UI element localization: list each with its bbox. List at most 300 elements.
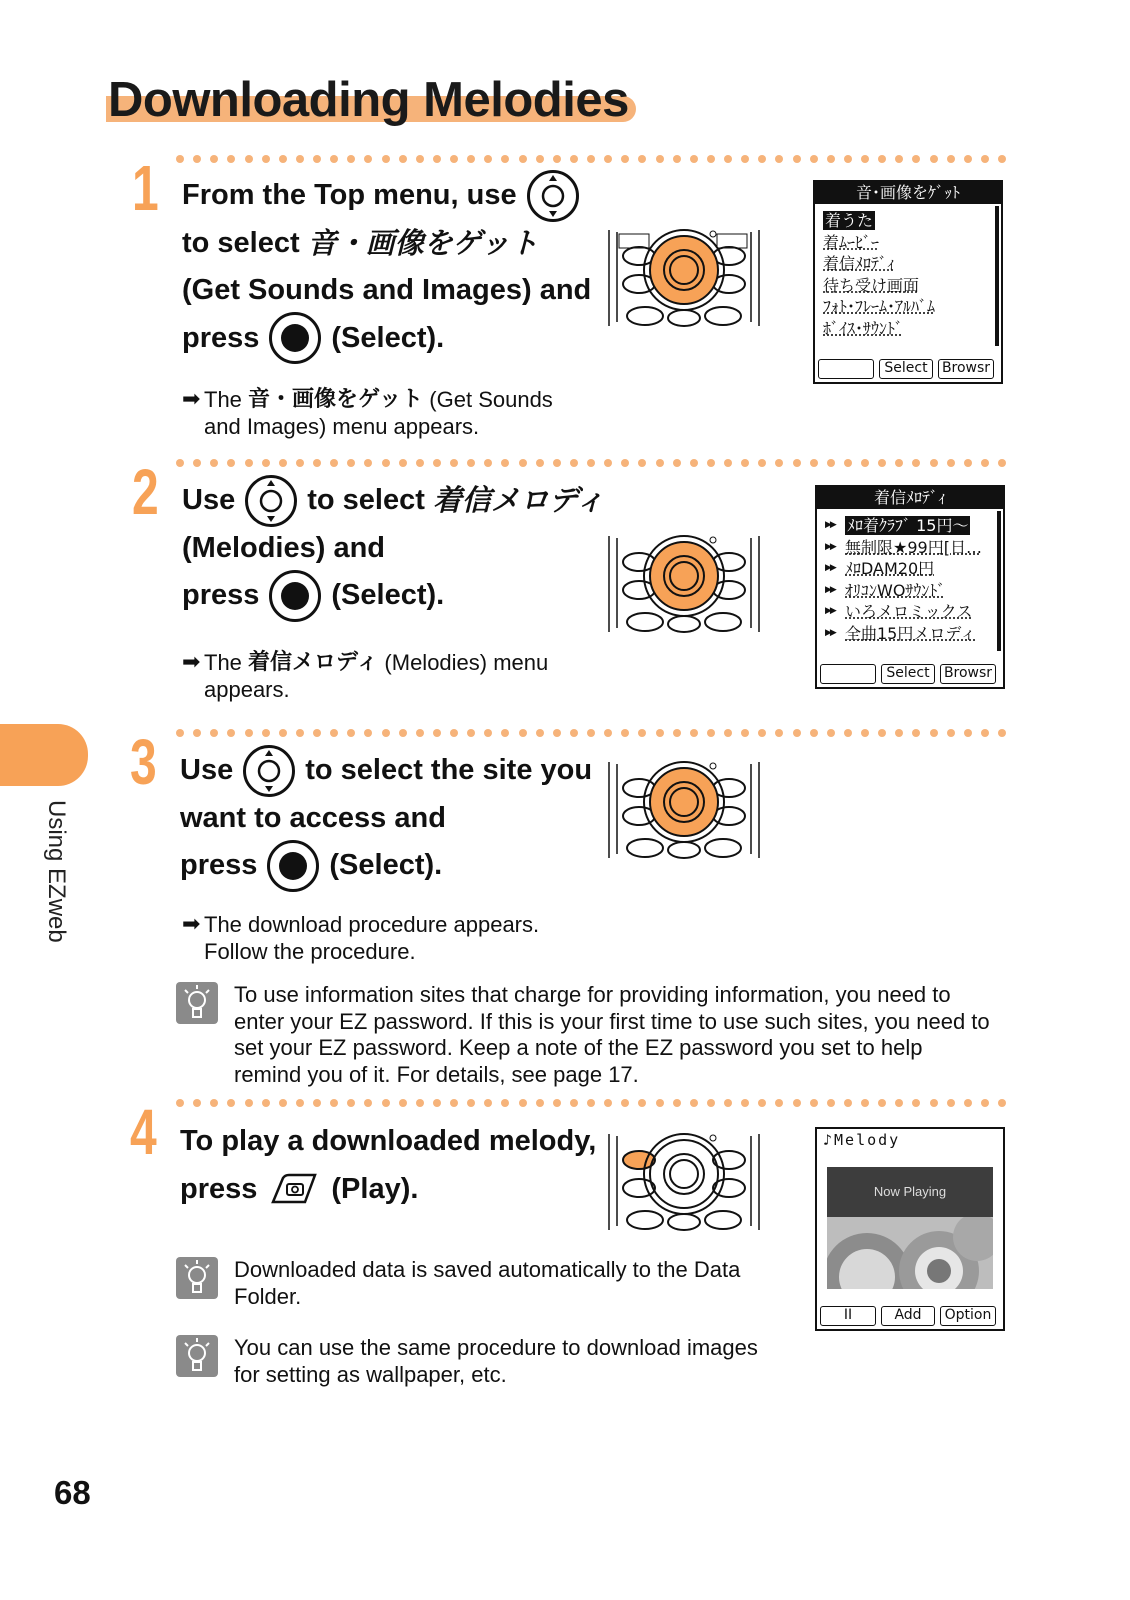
separator-dot xyxy=(484,1099,492,1107)
softkey-browser[interactable]: Browsr xyxy=(938,359,994,379)
separator-dot xyxy=(587,1099,595,1107)
separator-dot xyxy=(262,459,270,467)
separator-dot xyxy=(724,729,732,737)
step-1-text-e: (Select). xyxy=(331,321,445,354)
result-jp: 着信メロディ xyxy=(248,650,379,675)
camera-play-key-icon xyxy=(269,1172,319,1206)
separator-dot xyxy=(861,155,869,163)
separator-dot xyxy=(638,729,646,737)
separator-dot xyxy=(193,155,201,163)
step-3-note xyxy=(176,982,990,1088)
separator-dot xyxy=(399,729,407,737)
separator-dot xyxy=(930,155,938,163)
center-key-icon xyxy=(269,570,321,622)
separator-dot xyxy=(878,155,886,163)
separator-dot xyxy=(758,459,766,467)
separator-dot xyxy=(775,729,783,737)
result-text: and Images) menu appears. xyxy=(204,414,480,439)
separator-dot xyxy=(793,1099,801,1107)
site-item[interactable]: ▶▶ ﾒﾛDAM20円 xyxy=(825,558,995,580)
step-2-text-c: (Melodies) and xyxy=(182,531,386,564)
separator-dot xyxy=(296,459,304,467)
separator-dot xyxy=(964,1099,972,1107)
site-item[interactable]: ▶▶ 無制限★99円[日… xyxy=(825,537,995,559)
separator-dot xyxy=(262,729,270,737)
separator-dot xyxy=(450,459,458,467)
separator-dot xyxy=(621,155,629,163)
separator-dot xyxy=(604,459,612,467)
separator-dot xyxy=(981,729,989,737)
step-3-instruction xyxy=(180,747,592,890)
step-1-text-a: From the Top menu, use xyxy=(182,179,517,211)
phone-screen-melodies xyxy=(815,485,1005,689)
separator-dot xyxy=(810,155,818,163)
result-text: The download procedure appears. xyxy=(204,912,540,937)
menu-item[interactable]: 着信ﾒﾛﾃﾞｨ xyxy=(823,254,896,273)
separator-dot xyxy=(382,155,390,163)
separator-dot xyxy=(193,729,201,737)
separator-dot xyxy=(587,155,595,163)
multi-selector-icon xyxy=(245,475,297,527)
separator-dot xyxy=(861,729,869,737)
site-item[interactable]: ﾒﾛ着ｸﾗﾌﾞ 15円〜 xyxy=(847,516,969,535)
step-3-result xyxy=(182,911,539,965)
separator-dot xyxy=(964,729,972,737)
separator-dot xyxy=(690,729,698,737)
separator-dot xyxy=(467,1099,475,1107)
separator-dot xyxy=(895,459,903,467)
separator-dot xyxy=(690,1099,698,1107)
note-line: Folder. xyxy=(234,1283,302,1309)
separator-dot xyxy=(673,459,681,467)
step-1-text-b: to select xyxy=(182,226,300,259)
lightbulb-icon xyxy=(176,1257,218,1299)
separator-dot xyxy=(210,729,218,737)
separator-dot xyxy=(707,729,715,737)
separator-dot xyxy=(364,729,372,737)
softkey-pause[interactable]: II xyxy=(820,1306,876,1326)
separator-dot xyxy=(741,729,749,737)
step-2-instruction xyxy=(182,477,605,620)
menu-item[interactable]: ﾎﾞｲｽ･ｻｳﾝﾄﾞ xyxy=(823,318,904,338)
separator-dot xyxy=(656,155,664,163)
separator-dot xyxy=(279,459,287,467)
player-artwork xyxy=(827,1167,993,1289)
separator-dot xyxy=(553,1099,561,1107)
separator-dot xyxy=(330,729,338,737)
note-line: remind you of it. For details, see page 17. xyxy=(234,1061,639,1087)
separator-dot xyxy=(382,729,390,737)
center-key-icon xyxy=(269,312,321,364)
separator-dot xyxy=(433,155,441,163)
separator-dot xyxy=(364,1099,372,1107)
step-4-note-2 xyxy=(176,1335,758,1388)
separator-dot xyxy=(707,1099,715,1107)
separator-dot xyxy=(690,155,698,163)
separator-dot xyxy=(227,729,235,737)
separator-dot xyxy=(638,459,646,467)
separator-dot xyxy=(930,459,938,467)
separator-dot xyxy=(587,459,595,467)
note-line: set your EZ password. Keep a note of the EZ password you set to help xyxy=(234,1035,923,1060)
separator-dot xyxy=(964,155,972,163)
separator-dot xyxy=(638,1099,646,1107)
separator-dot xyxy=(279,155,287,163)
note-line: You can use the same procedure to download images xyxy=(234,1335,758,1360)
separator-dot xyxy=(279,729,287,737)
separator-dot xyxy=(176,459,184,467)
separator-dot xyxy=(536,729,544,737)
lightbulb-icon xyxy=(176,1335,218,1377)
separator-1 xyxy=(176,154,1006,164)
separator-dot xyxy=(570,1099,578,1107)
separator-dot xyxy=(724,459,732,467)
step-number-2: 2 xyxy=(132,456,159,528)
separator-dot xyxy=(998,729,1006,737)
separator-dot xyxy=(227,1099,235,1107)
separator-4 xyxy=(176,1098,1006,1108)
center-key-icon xyxy=(267,840,319,892)
separator-dot xyxy=(296,155,304,163)
result-arrow-icon: ➡ xyxy=(182,912,201,937)
separator-dot xyxy=(621,459,629,467)
separator-dot xyxy=(484,155,492,163)
separator-dot xyxy=(741,1099,749,1107)
separator-dot xyxy=(656,459,664,467)
separator-dot xyxy=(193,1099,201,1107)
separator-dot xyxy=(501,1099,509,1107)
separator-dot xyxy=(210,155,218,163)
menu-item[interactable]: 着うた xyxy=(825,211,874,230)
multi-selector-icon xyxy=(243,745,295,797)
separator-dot xyxy=(912,155,920,163)
separator-dot xyxy=(912,459,920,467)
player-title-text: Melody xyxy=(834,1131,901,1149)
separator-dot xyxy=(741,459,749,467)
separator-dot xyxy=(416,729,424,737)
menu-item[interactable]: ﾌｫﾄ･ﾌﾚｰﾑ･ｱﾙﾊﾞﾑ xyxy=(823,297,936,316)
player-title: ♪Melody xyxy=(823,1131,901,1149)
separator-dot xyxy=(707,155,715,163)
softkey-option[interactable]: Option xyxy=(940,1306,996,1326)
page-number: 68 xyxy=(54,1474,91,1511)
separator-dot xyxy=(878,1099,886,1107)
separator-dot xyxy=(895,155,903,163)
separator-dot xyxy=(793,729,801,737)
step-number-4: 4 xyxy=(130,1096,157,1168)
separator-dot xyxy=(450,729,458,737)
separator-dot xyxy=(827,155,835,163)
scrollbar[interactable] xyxy=(995,206,999,346)
separator-dot xyxy=(279,1099,287,1107)
separator-dot xyxy=(416,155,424,163)
result-text: (Melodies) menu xyxy=(384,650,549,675)
separator-dot xyxy=(330,155,338,163)
separator-dot xyxy=(519,459,527,467)
separator-dot xyxy=(844,729,852,737)
softkey-left[interactable] xyxy=(820,664,876,684)
separator-dot xyxy=(930,1099,938,1107)
separator-dot xyxy=(998,155,1006,163)
separator-dot xyxy=(604,729,612,737)
separator-dot xyxy=(690,459,698,467)
separator-dot xyxy=(981,459,989,467)
separator-dot xyxy=(330,459,338,467)
separator-dot xyxy=(947,1099,955,1107)
keypad-illustration-center xyxy=(605,226,763,336)
separator-dot xyxy=(210,1099,218,1107)
separator-dot xyxy=(621,1099,629,1107)
now-playing-label: Now Playing xyxy=(827,1167,993,1217)
result-text: appears. xyxy=(204,677,290,702)
separator-dot xyxy=(673,155,681,163)
separator-dot xyxy=(382,459,390,467)
separator-dot xyxy=(844,1099,852,1107)
separator-dot xyxy=(382,1099,390,1107)
separator-dot xyxy=(245,729,253,737)
separator-dot xyxy=(827,459,835,467)
page-title-block xyxy=(106,72,636,130)
separator-dot xyxy=(210,459,218,467)
separator-dot xyxy=(262,1099,270,1107)
separator-dot xyxy=(347,729,355,737)
separator-dot xyxy=(827,1099,835,1107)
separator-dot xyxy=(245,459,253,467)
section-tab xyxy=(0,724,88,786)
separator-dot xyxy=(810,1099,818,1107)
separator-dot xyxy=(810,459,818,467)
softkey-select[interactable]: Select xyxy=(881,664,935,684)
separator-3 xyxy=(176,728,1006,738)
page-title: Downloading Melodies xyxy=(108,73,629,127)
separator-dot xyxy=(176,729,184,737)
separator-dot xyxy=(484,459,492,467)
step-number-3: 3 xyxy=(130,726,157,798)
step-1-text-c: (Get Sounds and Images) and xyxy=(182,274,592,306)
separator-dot xyxy=(536,1099,544,1107)
separator-dot xyxy=(519,1099,527,1107)
separator-dot xyxy=(347,1099,355,1107)
separator-dot xyxy=(724,1099,732,1107)
separator-dot xyxy=(501,729,509,737)
separator-dot xyxy=(758,155,766,163)
step-number-1: 1 xyxy=(132,152,159,224)
separator-dot xyxy=(793,155,801,163)
step-3-text-a: Use xyxy=(180,754,234,786)
separator-dot xyxy=(553,155,561,163)
separator-dot xyxy=(313,729,321,737)
separator-dot xyxy=(364,155,372,163)
separator-dot xyxy=(673,1099,681,1107)
separator-dot xyxy=(399,155,407,163)
separator-dot xyxy=(553,729,561,737)
separator-dot xyxy=(450,155,458,163)
separator-dot xyxy=(399,459,407,467)
separator-dot xyxy=(330,1099,338,1107)
separator-dot xyxy=(878,729,886,737)
separator-dot xyxy=(245,155,253,163)
step-4-text-a: To play a downloaded melody, xyxy=(180,1125,597,1157)
note-line: for setting as wallpaper, etc. xyxy=(234,1361,507,1387)
separator-dot xyxy=(313,155,321,163)
separator-dot xyxy=(930,729,938,737)
step-2-menu-jp: 着信メロディ xyxy=(432,483,605,517)
note-line: To use information sites that charge for providing information, you need to xyxy=(234,982,951,1007)
separator-dot xyxy=(416,459,424,467)
scrollbar[interactable] xyxy=(997,511,1001,651)
separator-dot xyxy=(758,1099,766,1107)
softkey-browser[interactable]: Browsr xyxy=(940,664,996,684)
separator-dot xyxy=(947,155,955,163)
separator-dot xyxy=(741,155,749,163)
separator-dot xyxy=(193,459,201,467)
phone-screen-get-sounds xyxy=(813,180,1003,384)
step-2-text-a: Use xyxy=(182,484,236,516)
section-label: Using EZweb xyxy=(43,800,70,943)
site-item[interactable]: ▶▶ 全曲15円メロディ xyxy=(825,623,995,645)
result-jp: 音・画像をゲット xyxy=(248,387,424,412)
separator-dot xyxy=(793,459,801,467)
menu-item[interactable]: 着ﾑｰﾋﾞｰ xyxy=(823,232,880,252)
separator-dot xyxy=(570,459,578,467)
separator-dot xyxy=(313,1099,321,1107)
separator-dot xyxy=(245,1099,253,1107)
separator-dot xyxy=(416,1099,424,1107)
separator-dot xyxy=(656,1099,664,1107)
result-text: (Get Sounds xyxy=(429,387,553,412)
separator-dot xyxy=(519,729,527,737)
step-3-text-b: to select the site you xyxy=(305,754,593,786)
separator-dot xyxy=(296,729,304,737)
separator-dot xyxy=(775,1099,783,1107)
result-text: The xyxy=(204,650,242,675)
step-4-text-b: press xyxy=(180,1172,258,1205)
separator-dot xyxy=(176,1099,184,1107)
result-text: Follow the procedure. xyxy=(204,939,416,964)
multi-selector-icon xyxy=(527,170,579,222)
keypad-illustration-camera xyxy=(605,1130,763,1240)
separator-dot xyxy=(844,459,852,467)
screen-title: 音･画像をｹﾞｯﾄ xyxy=(815,182,1001,204)
step-2-result xyxy=(182,649,548,703)
softkey-left[interactable] xyxy=(818,359,874,379)
separator-dot xyxy=(501,155,509,163)
separator-dot xyxy=(364,459,372,467)
step-3-text-d: press xyxy=(180,849,258,881)
separator-dot xyxy=(861,1099,869,1107)
separator-dot xyxy=(553,459,561,467)
note-line: Downloaded data is saved automatically to the Data xyxy=(234,1257,741,1282)
step-3-text-c: want to access and xyxy=(180,801,446,834)
separator-dot xyxy=(998,1099,1006,1107)
separator-dot xyxy=(673,729,681,737)
separator-dot xyxy=(570,729,578,737)
step-4-text-c: (Play). xyxy=(331,1172,419,1205)
keypad-illustration-center xyxy=(605,532,763,642)
separator-dot xyxy=(998,459,1006,467)
separator-dot xyxy=(296,1099,304,1107)
step-3-text-e: (Select). xyxy=(329,849,443,881)
separator-dot xyxy=(433,1099,441,1107)
separator-dot xyxy=(176,155,184,163)
separator-dot xyxy=(570,155,578,163)
step-1-instruction xyxy=(182,172,591,362)
separator-dot xyxy=(227,155,235,163)
separator-dot xyxy=(912,729,920,737)
step-1-text-d: press xyxy=(182,321,260,354)
separator-dot xyxy=(399,1099,407,1107)
separator-dot xyxy=(467,155,475,163)
lightbulb-icon xyxy=(176,982,218,1024)
separator-dot xyxy=(313,459,321,467)
step-4-instruction xyxy=(180,1118,596,1213)
step-4-note-1 xyxy=(176,1257,740,1310)
result-text: The xyxy=(204,387,242,412)
separator-dot xyxy=(519,155,527,163)
separator-dot xyxy=(621,729,629,737)
step-2-text-d: press xyxy=(182,579,260,611)
site-item[interactable]: ▶▶ いろメロミックス xyxy=(825,601,995,623)
separator-dot xyxy=(895,729,903,737)
result-arrow-icon: ➡ xyxy=(182,387,201,412)
separator-dot xyxy=(844,155,852,163)
separator-dot xyxy=(964,459,972,467)
separator-dot xyxy=(878,459,886,467)
separator-dot xyxy=(707,459,715,467)
separator-dot xyxy=(981,1099,989,1107)
separator-dot xyxy=(656,729,664,737)
separator-dot xyxy=(827,729,835,737)
separator-dot xyxy=(501,459,509,467)
separator-dot xyxy=(912,1099,920,1107)
site-item[interactable]: ▶▶ ｵﾘｺﾝWOｻｳﾝﾄﾞ xyxy=(825,580,995,602)
separator-dot xyxy=(484,729,492,737)
keypad-illustration-center xyxy=(605,758,763,868)
step-2-text-e: (Select). xyxy=(331,579,445,611)
separator-dot xyxy=(536,459,544,467)
phone-screen-melody-player xyxy=(815,1127,1005,1331)
result-arrow-icon: ➡ xyxy=(182,650,201,675)
separator-dot xyxy=(262,155,270,163)
separator-dot xyxy=(638,155,646,163)
separator-dot xyxy=(536,155,544,163)
separator-dot xyxy=(810,729,818,737)
step-1-menu-jp: 音・画像をゲット xyxy=(307,225,539,260)
separator-dot xyxy=(450,1099,458,1107)
note-line: enter your EZ password. If this is your first time to use such sites, you need to xyxy=(234,1008,990,1034)
softkey-select[interactable]: Select xyxy=(879,359,933,379)
separator-dot xyxy=(587,729,595,737)
separator-dot xyxy=(775,155,783,163)
softkey-add[interactable]: Add xyxy=(881,1306,935,1326)
step-2-text-b: to select xyxy=(307,484,425,516)
screen-title: 着信ﾒﾛﾃﾞｨ xyxy=(817,487,1003,509)
separator-dot xyxy=(433,729,441,737)
separator-dot xyxy=(981,155,989,163)
separator-dot xyxy=(861,459,869,467)
separator-dot xyxy=(947,729,955,737)
separator-dot xyxy=(758,729,766,737)
separator-dot xyxy=(724,155,732,163)
separator-dot xyxy=(775,459,783,467)
separator-dot xyxy=(227,459,235,467)
separator-dot xyxy=(433,459,441,467)
separator-dot xyxy=(467,459,475,467)
separator-dot xyxy=(604,155,612,163)
step-1-result xyxy=(182,386,553,440)
separator-dot xyxy=(895,1099,903,1107)
menu-item[interactable]: 待ち受け画面 xyxy=(823,275,920,295)
